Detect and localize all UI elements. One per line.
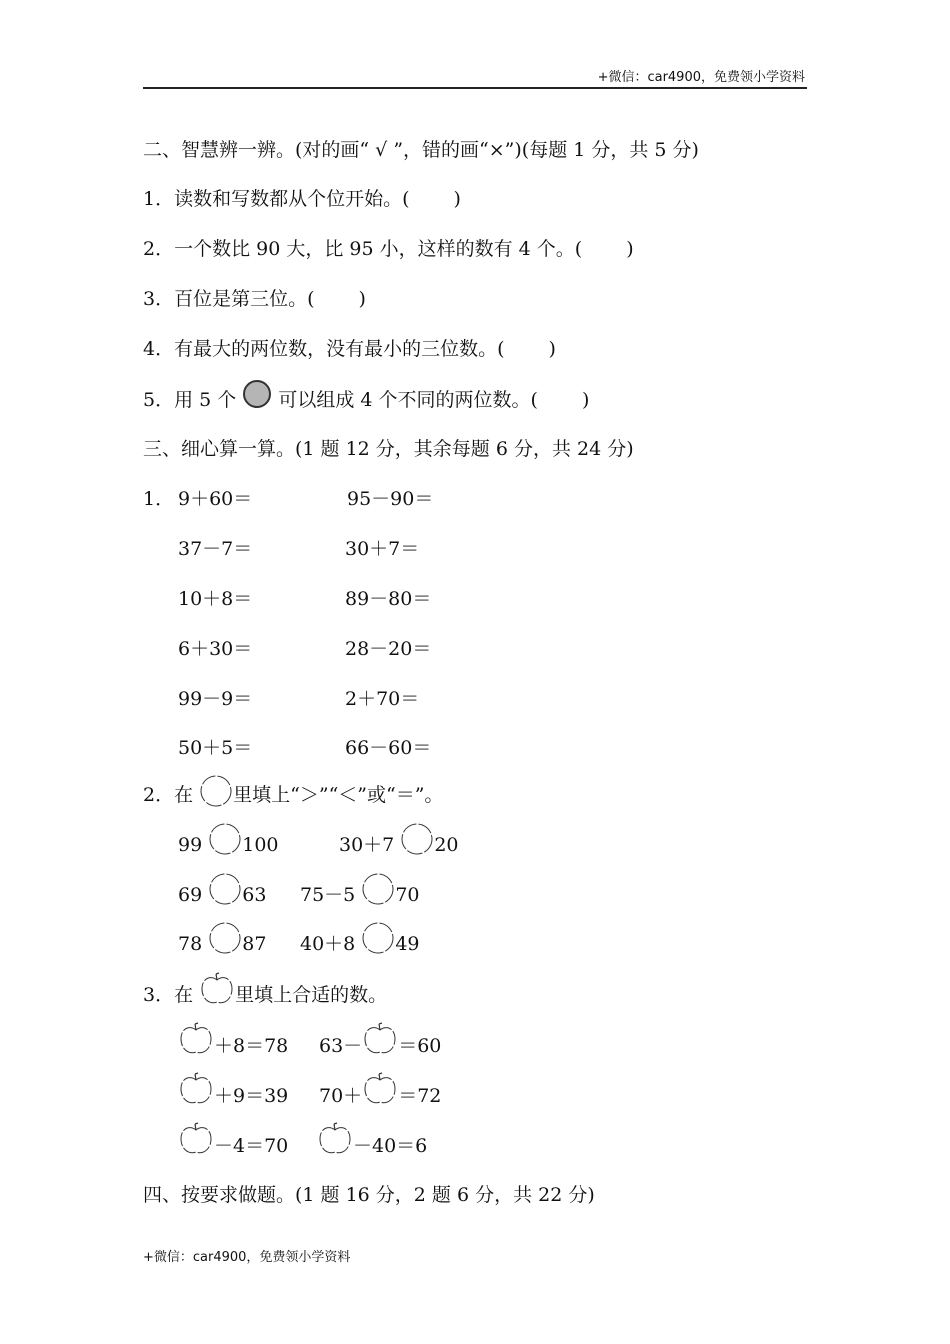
item-number: 3． bbox=[143, 288, 175, 310]
apple-blank-icon[interactable] bbox=[178, 1121, 214, 1157]
apple-blank-icon[interactable] bbox=[317, 1121, 353, 1157]
calc-row bbox=[178, 735, 432, 761]
apple-row: ＋9＝39 70＋ ＝72 bbox=[178, 1083, 288, 1109]
compare-circle[interactable] bbox=[361, 873, 395, 905]
compare-circle[interactable] bbox=[400, 823, 434, 855]
header-watermark: +微信：car4900，免费领小学资料 bbox=[597, 70, 805, 85]
item-text: 读数和写数都从个位开始。( bbox=[174, 188, 410, 210]
item-number: 4． bbox=[143, 338, 175, 360]
calc-expr: 2＋70＝ bbox=[345, 688, 420, 710]
apple-row: ＋8＝78 63－ ＝60 bbox=[178, 1033, 288, 1059]
apple-blank-icon[interactable] bbox=[178, 1021, 214, 1057]
calc-row bbox=[178, 486, 434, 512]
calc-expr: 50＋5＝ bbox=[178, 737, 253, 759]
item-number: 2． bbox=[143, 238, 175, 260]
calc-row bbox=[178, 636, 432, 662]
calc-expr: 9＋60＝ bbox=[178, 488, 253, 510]
header-rule bbox=[143, 87, 807, 89]
compare-circle[interactable] bbox=[208, 922, 242, 954]
compare-row: 69 63 75－5 70 bbox=[178, 882, 266, 908]
bead-icon bbox=[242, 379, 272, 409]
calc-expr: 89－80＝ bbox=[345, 588, 432, 610]
item-text: 一个数比 90 大，比 95 小，这样的数有 4 个。( bbox=[174, 238, 583, 260]
judge-item-2: 2．一个数比 90 大，比 95 小，这样的数有 4 个。( ) bbox=[143, 238, 634, 260]
judge-item-5: 5．用 5 个 可以组成 4 个不同的两位数。( ) bbox=[143, 387, 589, 413]
apple-blank-icon[interactable] bbox=[362, 1071, 398, 1107]
calc-expr: 30＋7＝ bbox=[345, 538, 420, 560]
section2-title: 二、智慧辨一辨。(对的画“ √ ”，错的画“×”)(每题 1 分，共 5 分) bbox=[143, 139, 699, 161]
calc-expr: 6＋30＝ bbox=[178, 638, 253, 660]
calc-expr: 66－60＝ bbox=[345, 737, 432, 759]
judge-item-3: 3．百位是第三位。( ) bbox=[143, 288, 366, 310]
footer-watermark: +微信：car4900，免费领小学资料 bbox=[143, 1250, 351, 1265]
calc-expr: 10＋8＝ bbox=[178, 588, 253, 610]
circle-blank-icon bbox=[199, 775, 233, 807]
q2-instruction: 2．在 里填上“＞”“＜”或“＝”。 bbox=[143, 782, 443, 808]
section3-title: 三、细心算一算。(1 题 12 分，其余每题 6 分，共 24 分) bbox=[143, 438, 634, 460]
item-text: 有最大的两位数，没有最小的三位数。( bbox=[174, 338, 505, 360]
item-number: 5． bbox=[143, 389, 175, 411]
judge-item-4: 4．有最大的两位数，没有最小的三位数。( ) bbox=[143, 338, 556, 360]
compare-circle[interactable] bbox=[208, 873, 242, 905]
apple-blank-icon[interactable] bbox=[362, 1021, 398, 1057]
apple-blank-icon[interactable] bbox=[178, 1071, 214, 1107]
compare-circle[interactable] bbox=[361, 922, 395, 954]
calc-expr: 99－9＝ bbox=[178, 688, 253, 710]
q1-number: 1． bbox=[143, 488, 175, 510]
compare-row: 99 100 30＋7 20 bbox=[178, 832, 279, 858]
calc-row bbox=[178, 686, 420, 712]
calc-expr: 28－20＝ bbox=[345, 638, 432, 660]
apple-icon bbox=[199, 971, 235, 1007]
calc-expr: 37－7＝ bbox=[178, 538, 253, 560]
item-text: 百位是第三位。( bbox=[174, 288, 315, 310]
compare-row: 78 87 40＋8 49 bbox=[178, 931, 266, 957]
section4-title: 四、按要求做题。(1 题 16 分，2 题 6 分，共 22 分) bbox=[143, 1184, 595, 1206]
judge-item-1: 1．读数和写数都从个位开始。( ) bbox=[143, 188, 461, 210]
calc-row bbox=[178, 586, 432, 612]
q3-instruction: 3．在 里填上合适的数。 bbox=[143, 982, 387, 1008]
item-number: 1． bbox=[143, 188, 175, 210]
apple-row: －4＝70 －40＝6 bbox=[178, 1133, 288, 1159]
compare-circle[interactable] bbox=[208, 823, 242, 855]
calc-row bbox=[178, 536, 420, 562]
calc-expr: 95－90＝ bbox=[347, 488, 434, 510]
